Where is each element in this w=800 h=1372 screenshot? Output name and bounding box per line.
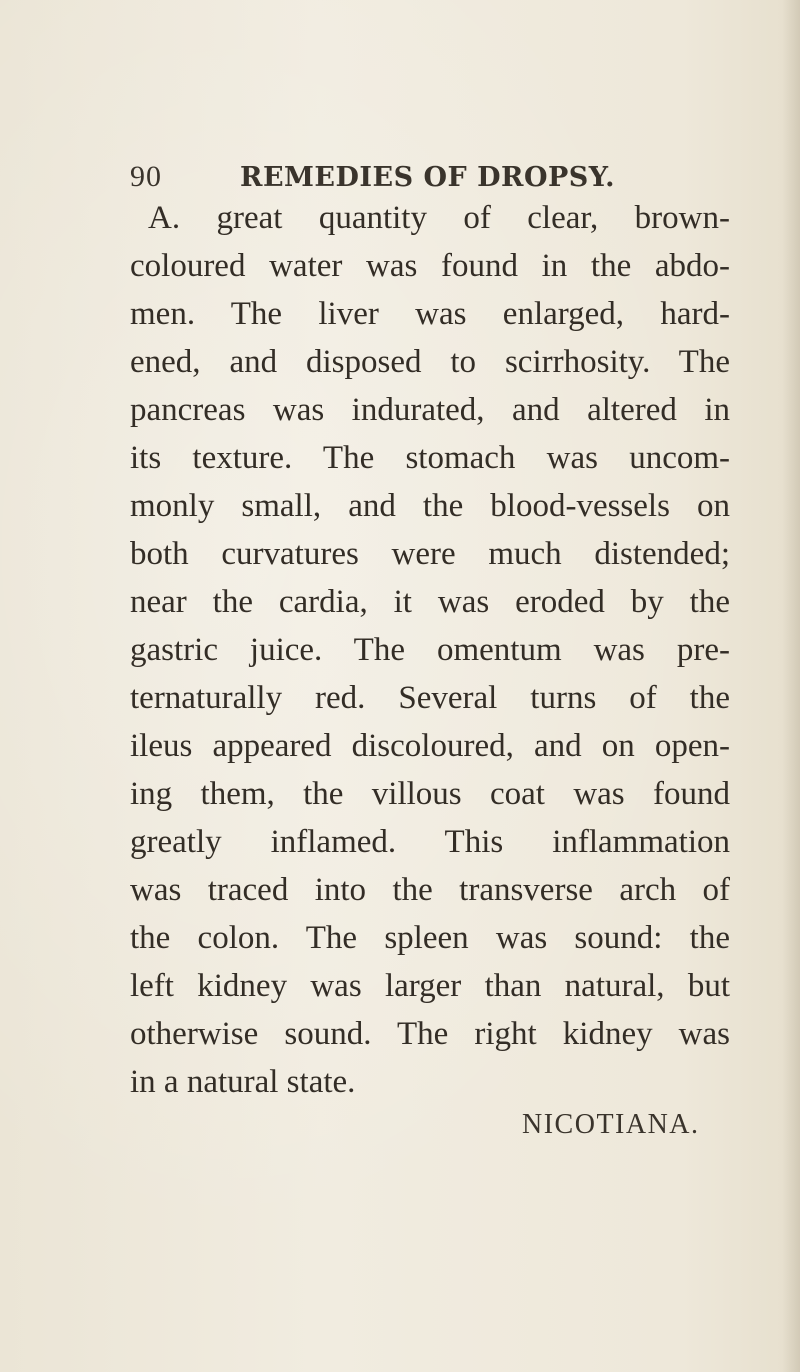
text-line: monly small, and the blood-vessels on [130, 488, 730, 524]
text-line: was traced into the transverse arch of [130, 872, 730, 908]
text-line: men. The liver was enlarged, hard- [130, 296, 730, 332]
body-paragraph [130, 194, 730, 1106]
text-line: greatly inflamed. This inflammation [130, 824, 730, 860]
text-line: in a natural state. [130, 1064, 356, 1100]
section-heading: NICOTIANA. [522, 1109, 700, 1140]
text-line: ened, and disposed to scirrhosity. The [130, 344, 730, 380]
text-line: both curvatures were much distended; [130, 536, 730, 572]
text-line: its texture. The stomach was uncom- [130, 440, 730, 476]
page-number: 90 [130, 160, 162, 193]
text-line: gastric juice. The omentum was pre- [130, 632, 730, 668]
running-title: REMEDIES OF DROPSY. [240, 162, 615, 193]
text-line: ileus appeared discoloured, and on open- [130, 728, 730, 764]
text-line: otherwise sound. The right kidney was [130, 1016, 730, 1052]
text-line: left kidney was larger than natural, but [130, 968, 730, 1004]
text-line: ing them, the villous coat was found [130, 776, 730, 812]
text-line: coloured water was found in the abdo- [130, 248, 730, 284]
text-line: A. great quantity of clear, brown- [148, 200, 730, 236]
text-line: near the cardia, it was eroded by the [130, 584, 730, 620]
page-edge-shadow [782, 0, 800, 1372]
text-line: pancreas was indurated, and altered in [130, 392, 730, 428]
text-line: the colon. The spleen was sound: the [130, 920, 730, 956]
text-line: ternaturally red. Several turns of the [130, 680, 730, 716]
